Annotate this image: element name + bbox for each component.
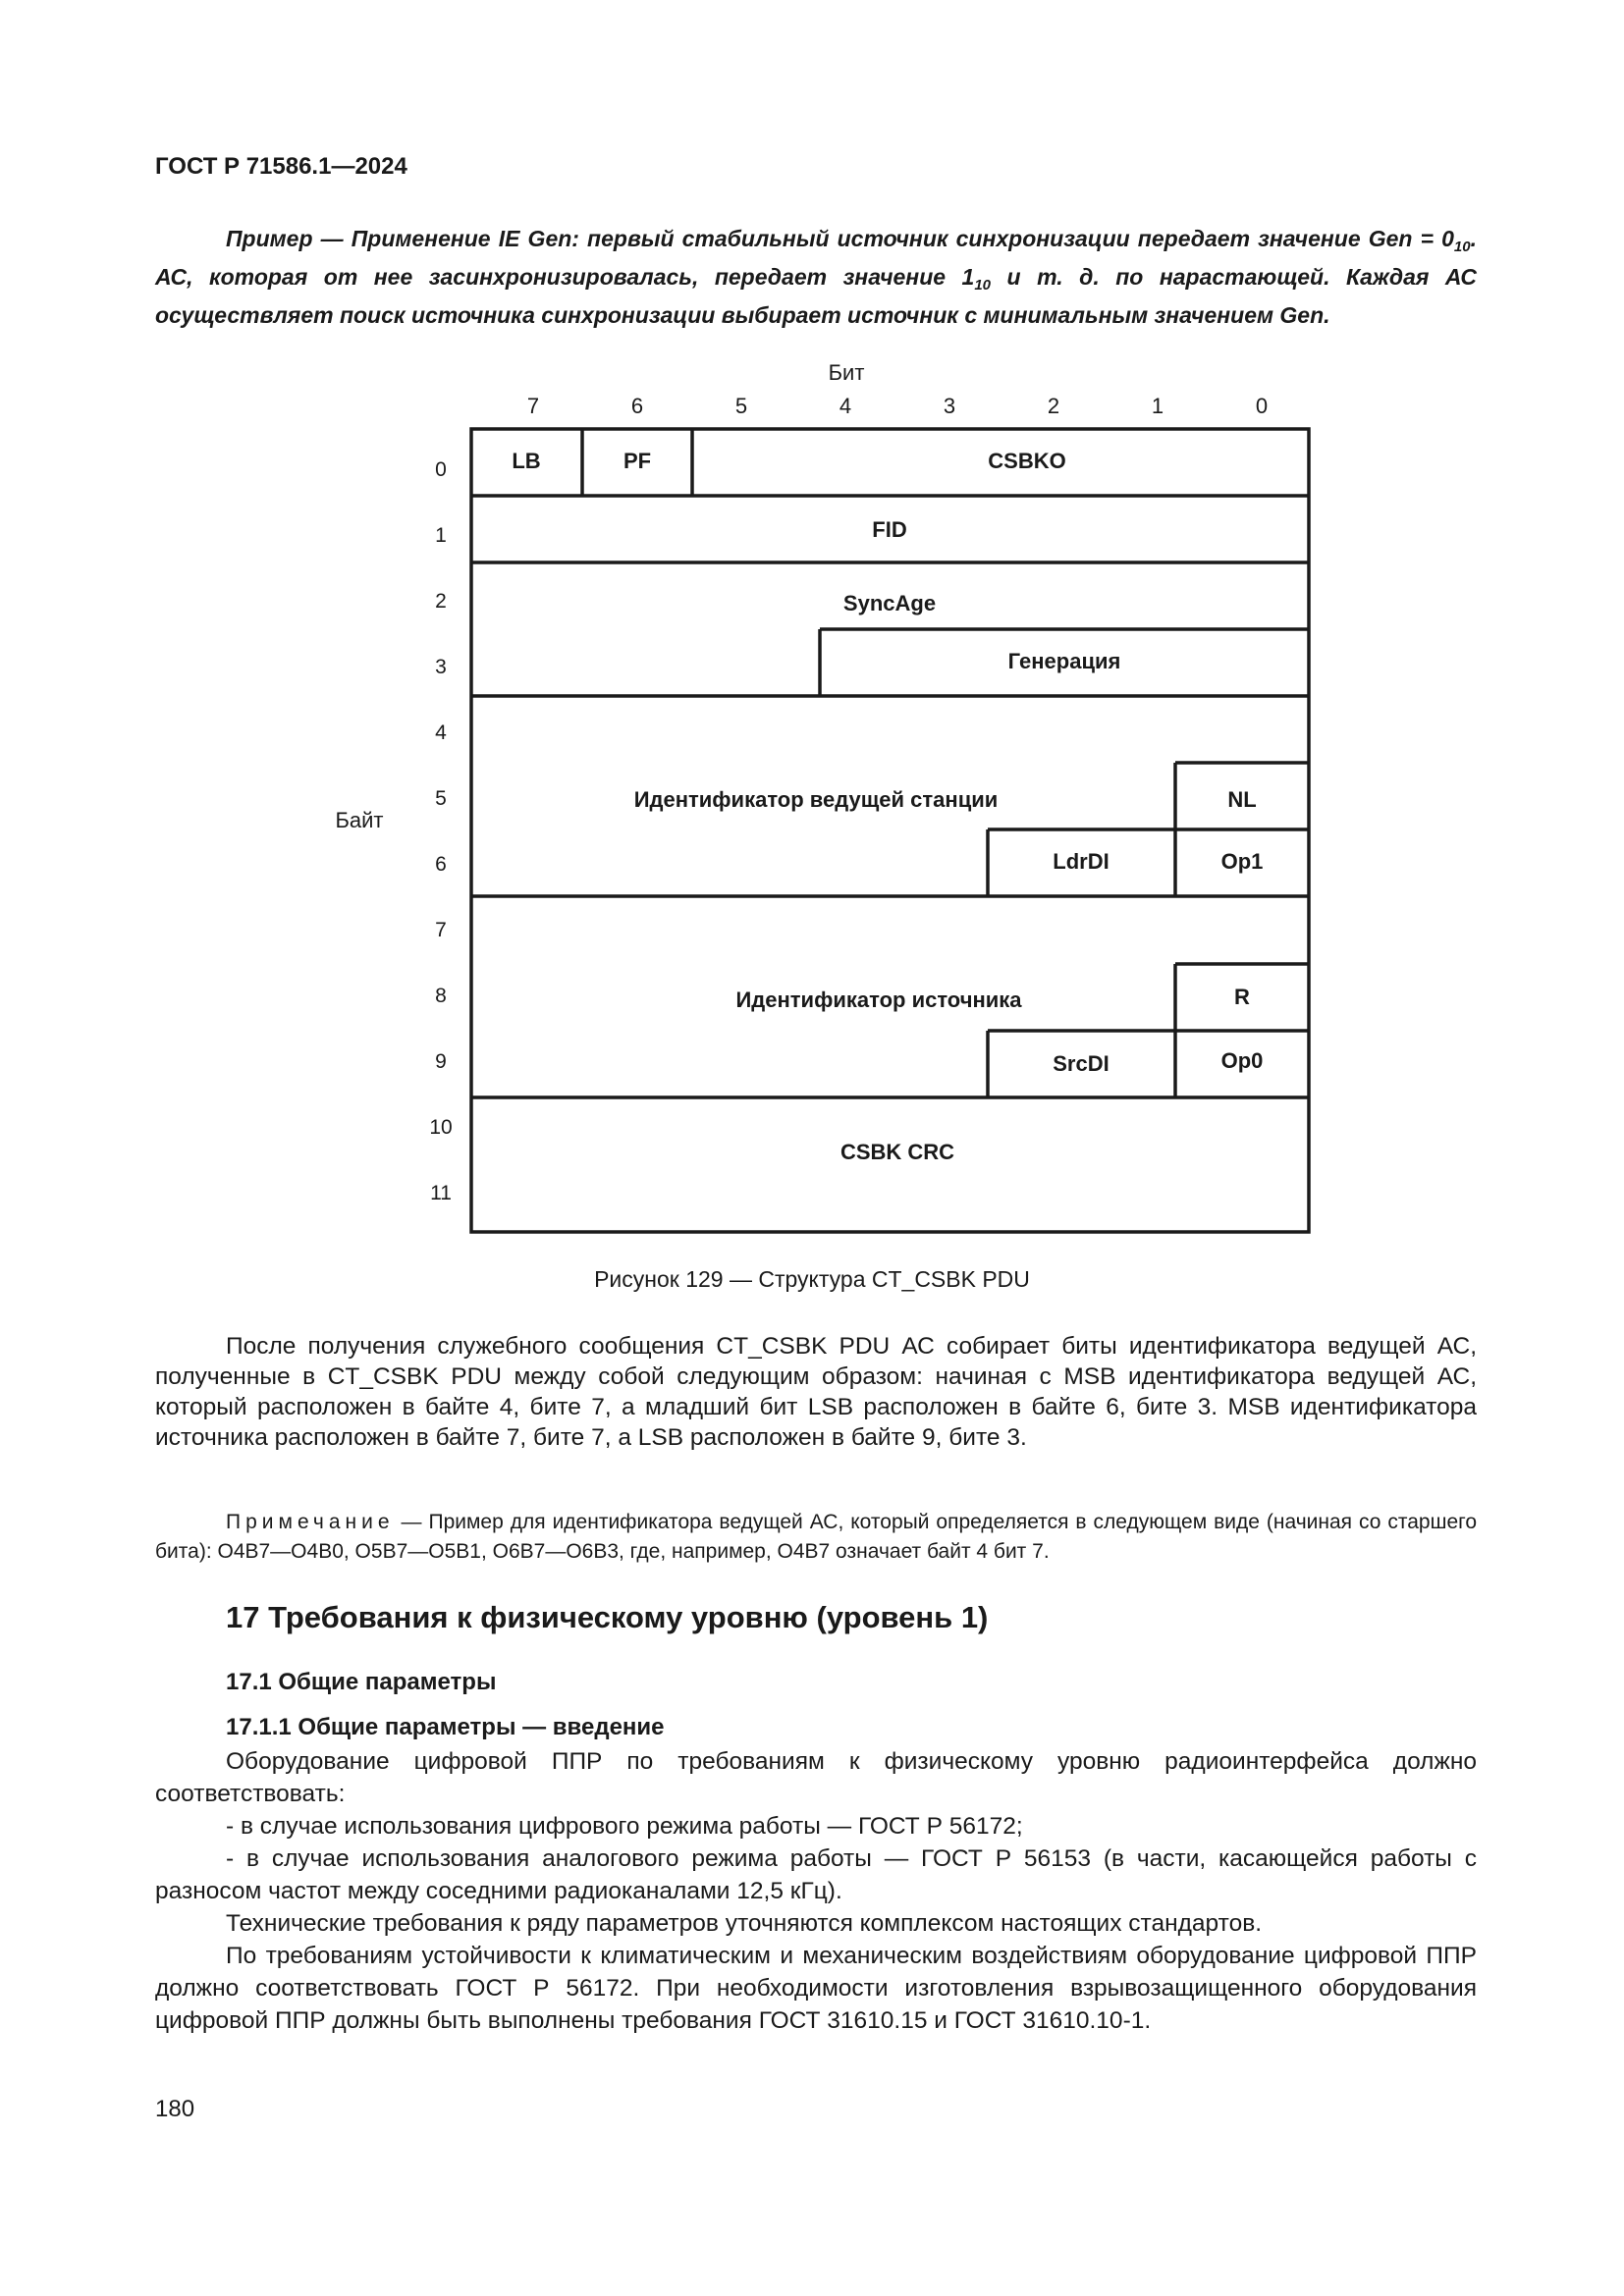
field-nl: NL — [1227, 787, 1257, 812]
bit-label: 2 — [1047, 394, 1060, 418]
body-list-item: - в случае использования аналогового режима работы — ГОСТ Р 56153 (в части, касающейся работы с разносом частот между соседними радиоканалами 12,5 кГц). — [155, 1845, 1477, 1904]
paragraph-text: После получения служебного сообщения CT_CSBK PDU АС собирает биты идентификатора ведущей АС, полученные в CT_CSBK PDU между собой следующим образом: начиная с MSB идентификатора ведущей АС, который расположен в байте 4, бите 7, а младший бит LSB расположен в байте 6, бите 3. MSB идентификатора источника расположен в байте 7, бите 7, а LSB расположен в байте 9, бите 3. — [155, 1333, 1477, 1451]
byte-label: 1 — [435, 524, 447, 547]
byte-label: 8 — [435, 985, 447, 1007]
example-text-1: Пример — Применение IE Gen: первый стабильный источник синхронизации передает значение Gen = 0 — [226, 226, 1454, 251]
byte-label: 2 — [435, 590, 447, 613]
page-number: 180 — [155, 2096, 195, 2122]
field-fid: FID — [872, 517, 907, 542]
byte-label: 10 — [429, 1116, 453, 1139]
bit-label: 4 — [839, 394, 852, 418]
field-leader-id: Идентификатор ведущей станции — [633, 787, 999, 812]
section-17-heading: 17 Требования к физическому уровню (уровень 1) — [226, 1600, 989, 1634]
field-pf: PF — [623, 449, 652, 473]
byte-label: 4 — [435, 721, 447, 744]
field-srcdi: SrcDI — [1053, 1051, 1110, 1076]
document-header: ГОСТ Р 71586.1—2024 — [155, 153, 407, 180]
field-generation: Генерация — [1007, 649, 1121, 673]
body-paragraph: По требованиям устойчивости к климатическим и механическим воздействиям оборудование цифровой ППР должно соответствовать ГОСТ Р 56172. При необходимости изготовления взрывозащищенного оборудования цифровой ППР должны быть выполнены требования ГОСТ 31610.15 и ГОСТ 31610.10-1. — [155, 1943, 1477, 2034]
section-17-1-heading: 17.1 Общие параметры — [226, 1669, 497, 1695]
field-r: R — [1234, 985, 1250, 1009]
note-paragraph — [155, 1508, 1477, 1567]
body-paragraph: Технические требования к ряду параметров уточняются комплексом настоящих стандартов. — [226, 1910, 1263, 1937]
bit-label: 5 — [734, 394, 748, 418]
field-lb: LB — [512, 449, 541, 473]
byte-label: 5 — [435, 787, 447, 810]
field-source-id: Идентификатор источника — [735, 988, 1022, 1012]
body-list-item: - в случае использования цифрового режима работы — ГОСТ Р 56172; — [226, 1813, 1023, 1840]
note-label: Примечание — [226, 1511, 395, 1533]
byte-label: 7 — [435, 919, 447, 941]
bit-labels — [527, 394, 1268, 418]
paragraph-after-figure — [155, 1331, 1477, 1453]
bit-label: 0 — [1255, 394, 1269, 418]
note-text: — Пример для идентификатора ведущей АС, который определяется в следующем виде (начиная со старшего бита): O4B7—O4B0, O5B7—O5B1, O6B7—O6B3, где, например, O4B7 означает байт 4 бит 7. — [155, 1511, 1477, 1563]
byte-label: 11 — [430, 1182, 452, 1204]
example-subscript-2: 10 — [974, 277, 992, 294]
bit-label: 3 — [943, 394, 956, 418]
section-17-1-1-heading: 17.1.1 Общие параметры — введение — [226, 1714, 665, 1740]
bit-label: 1 — [1151, 394, 1164, 418]
pdu-field-labels — [512, 449, 1263, 1164]
body-paragraph: Оборудование цифровой ППР по требованиям к физическому уровню радиоинтерфейса должно соответствовать: — [155, 1748, 1477, 1807]
byte-label: 9 — [435, 1050, 447, 1073]
figure-caption: Рисунок 129 — Структура CT_CSBK PDU — [594, 1266, 1030, 1292]
field-op0: Op0 — [1220, 1048, 1264, 1073]
field-syncage: SyncAge — [842, 591, 937, 615]
bit-label: 7 — [526, 394, 540, 418]
byte-label: 0 — [435, 458, 447, 481]
field-ldrdi: LdrDI — [1053, 849, 1110, 874]
byte-axis-label: Байт — [335, 808, 384, 832]
pdu-grid-lines — [471, 429, 1309, 1232]
byte-label: 3 — [435, 656, 447, 678]
field-csbk-crc: CSBK CRC — [839, 1140, 955, 1164]
byte-label: 6 — [435, 853, 447, 876]
section-17-1-1-body — [155, 1745, 1477, 2037]
example-text-3: и т. д. по нарастающей. Каждая АС осуществляет поиск источника синхронизации выбирает источник с минимальным значением Gen. — [155, 264, 1477, 328]
bit-axis-label: Бит — [828, 360, 865, 385]
example-text-2: . АС, которая от нее засинхронизировалась, передает значение 1 — [155, 226, 1477, 290]
field-csbko: CSBKO — [988, 449, 1066, 473]
field-op1: Op1 — [1220, 849, 1264, 874]
example-subscript-1: 10 — [1453, 239, 1471, 255]
bit-label: 6 — [630, 394, 644, 418]
byte-labels — [429, 458, 452, 1204]
